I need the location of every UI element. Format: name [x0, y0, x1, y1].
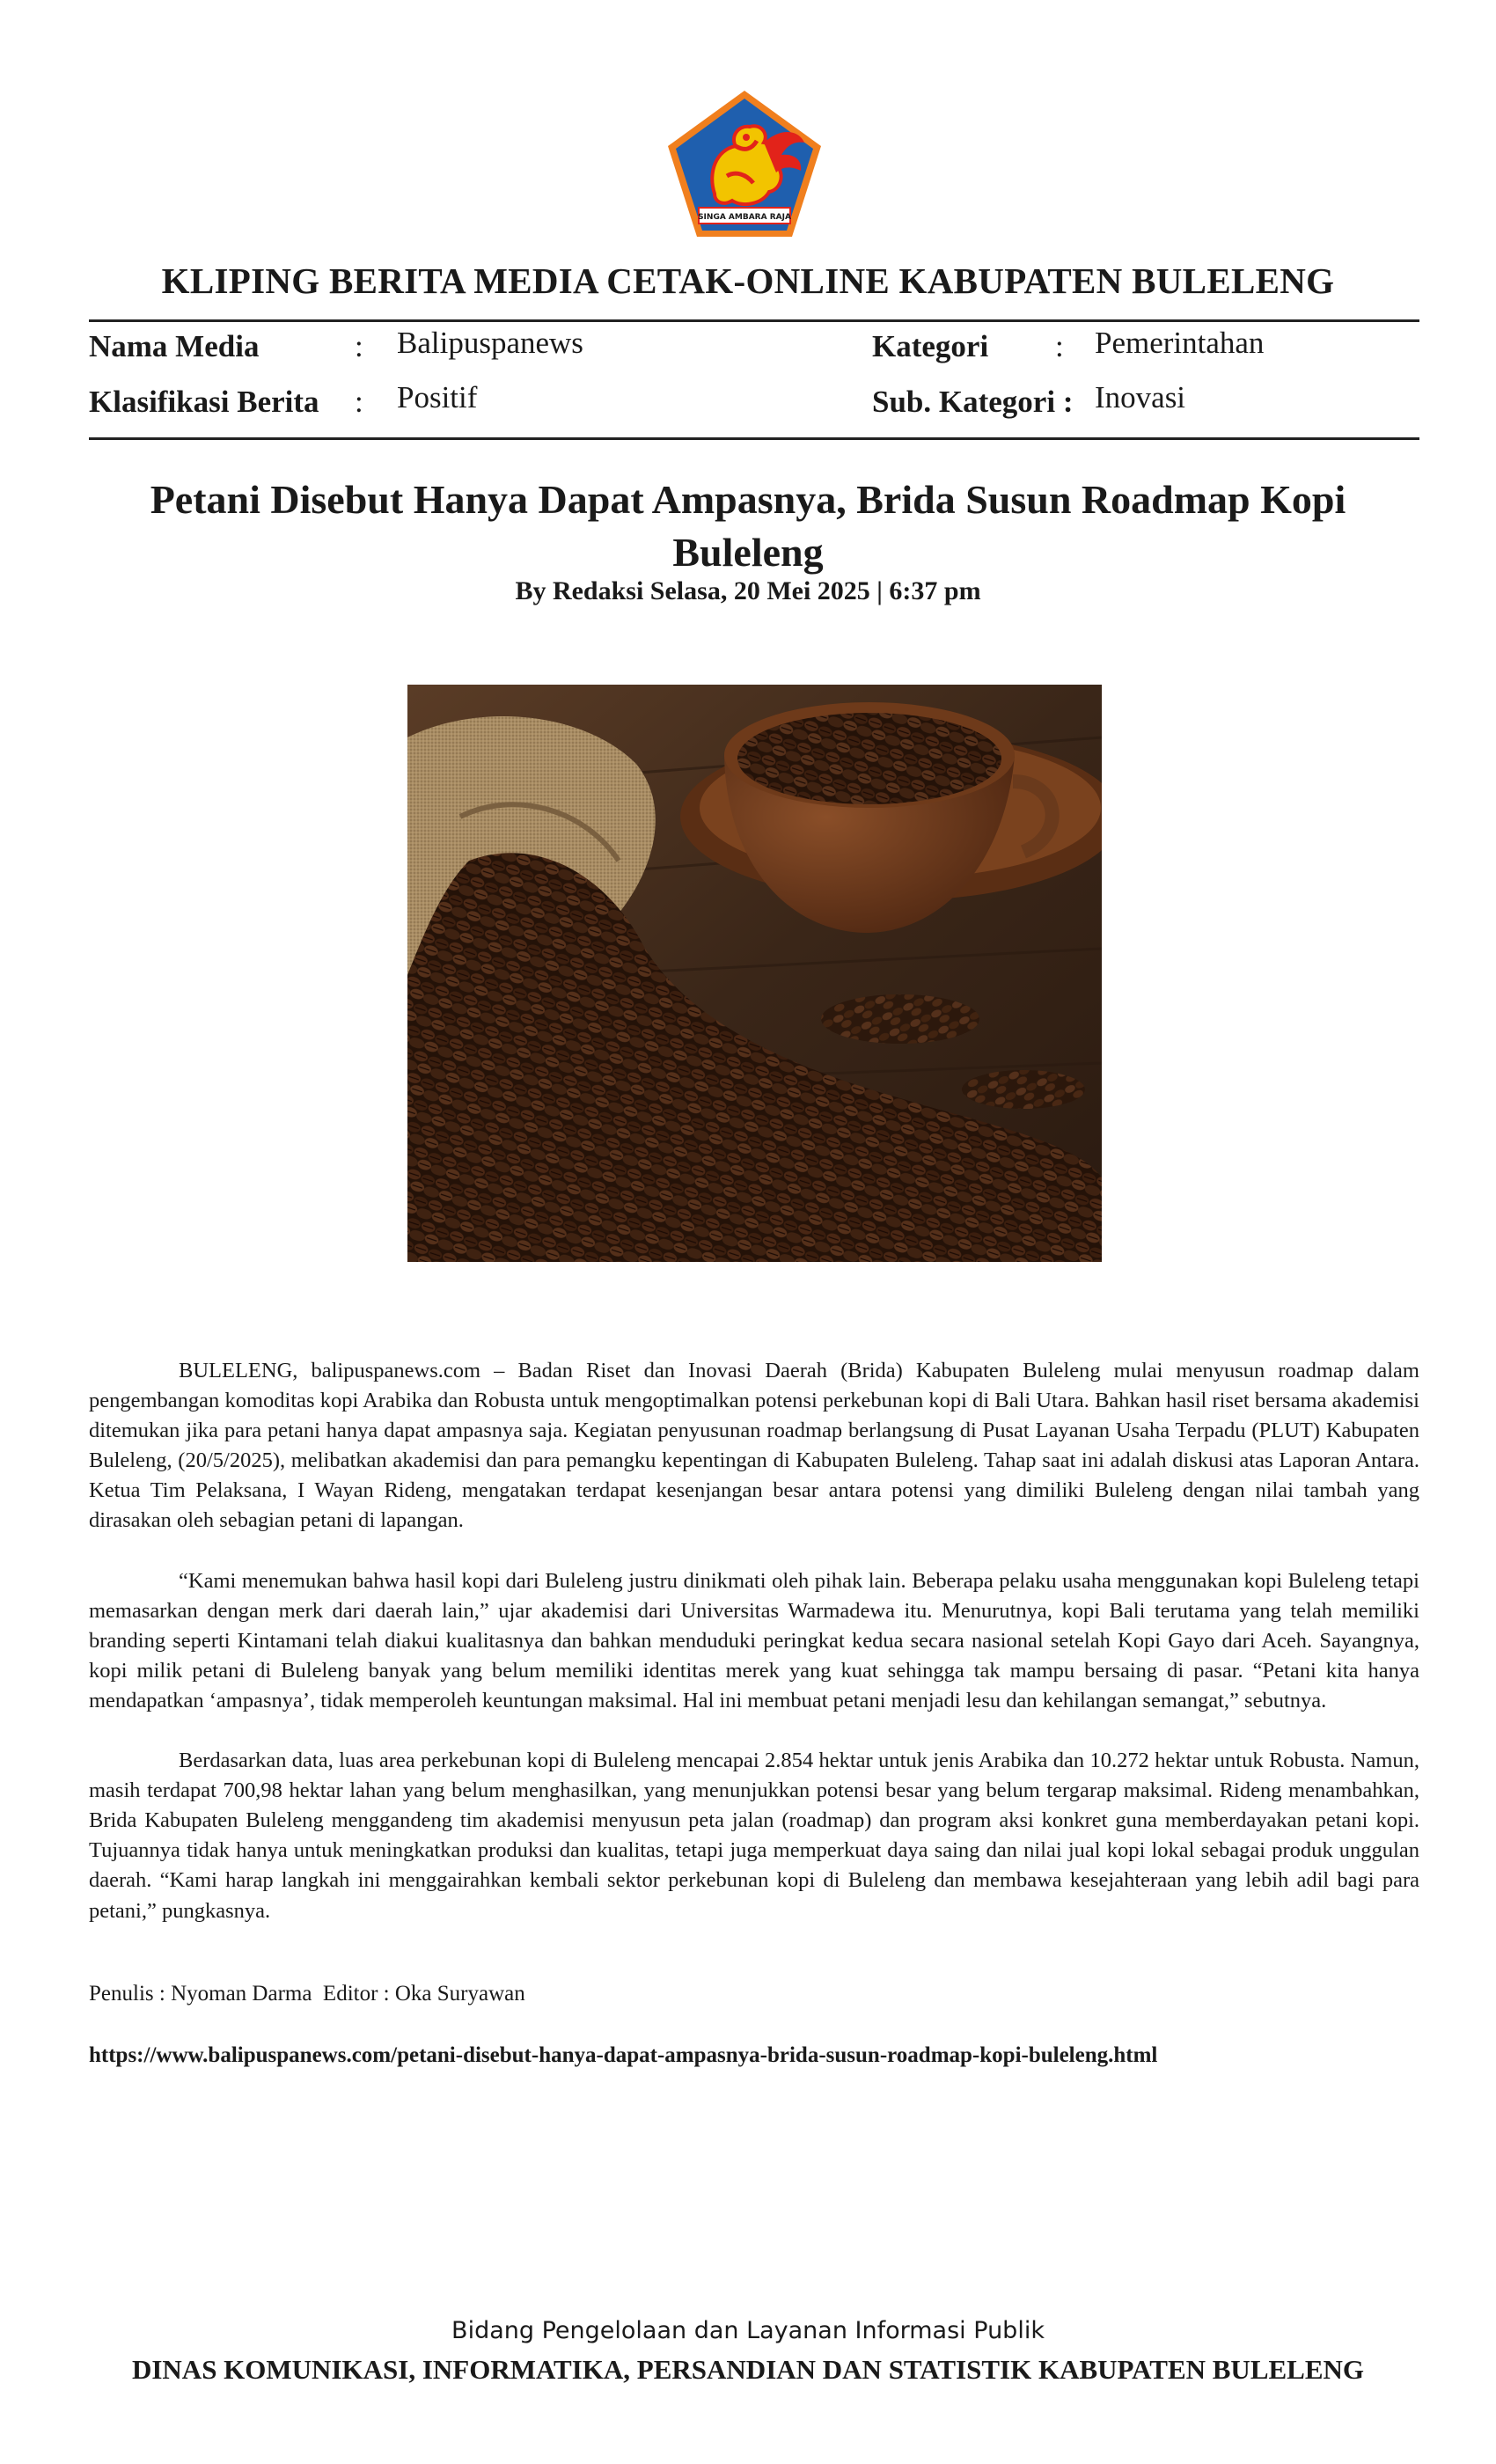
kategori-colon: :: [1055, 329, 1064, 363]
footer-division: Bidang Pengelolaan dan Layanan Informasi Publik: [451, 2317, 1045, 2344]
kliping-title: KLIPING BERITA MEDIA CETAK-ONLINE KABUPATEN BULELENG: [161, 260, 1335, 301]
logo-motto: SINGA AMBARA RAJA: [698, 213, 791, 222]
article-source-url: https://www.balipuspanews.com/petani-disebut-hanya-dapat-ampasnya-brida-susun-roadmap-kopi-buleleng.html: [89, 2043, 1158, 2067]
article-headline: Petani Disebut Hanya Dapat Ampasnya, Brida Susun Roadmap Kopi Buleleng: [150, 477, 1346, 575]
klasifikasi-label: Klasifikasi Berita: [89, 385, 319, 419]
kategori-label: Kategori: [872, 329, 989, 363]
article-credits: Penulis : Nyoman Darma Editor : Oka Suryawan: [89, 1982, 525, 2006]
sub-kategori-label: Sub. Kategori :: [872, 385, 1074, 419]
sub-kategori-value: Inovasi: [1095, 380, 1186, 414]
article-paragraph: BULELENG, balipuspanews.com – Badan Riset dan Inovasi Daerah (Brida) Kabupaten Buleleng mulai menyusun roadmap dalam pengembangan komoditas kopi Arabika dan Robusta untuk mengoptimalkan potensi perkebunan kopi di Bali Utara. Bahkan hasil riset bersama akademisi ditemukan jika para petani hanya dapat ampasnya saja. Kegiatan penyusunan roadmap berlangsung di Pusat Layanan Usaha Terpadu (PLUT) Kabupaten Buleleng, (20/5/2025), melibatkan akademisi dan para pemangku kepentingan di Kabupaten Buleleng. Tahap saat ini adalah diskusi atas Laporan Antara. Ketua Tim Pelaksana, I Wayan Rideng, mengatakan terdapat kesenjangan besar antara potensi yang dimiliki Buleleng dengan nilai tambah yang dirasakan oleh sebagian petani di lapangan.: [89, 1359, 1419, 1533]
article-body: [89, 1356, 1419, 1956]
footer-agency: DINAS KOMUNIKASI, INFORMATIKA, PERSANDIAN DAN STATISTIK KABUPATEN BULELENG: [131, 2354, 1365, 2385]
header-divider-top: [89, 319, 1419, 322]
buleleng-regency-logo: [665, 88, 824, 239]
kategori-value: Pemerintahan: [1095, 326, 1265, 360]
article-paragraph: “Kami menemukan bahwa hasil kopi dari Buleleng justru dinikmati oleh pihak lain. Beberapa pelaku usaha menggunakan kopi Buleleng tetapi memasarkan dengan merk dari daerah lain,” ujar akademisi dari Universitas Warmadewa itu. Menurutnya, kopi Bali terutama yang telah memiliki branding seperti Kintamani telah diakui kualitasnya dan bahkan menduduki peringkat kedua secara nasional setelah Kopi Gayo dari Aceh. Sayangnya, kopi milik petani di Buleleng banyak yang belum memiliki identitas merek yang kuat sehingga tak mampu bersaing di pasar. “Petani kita hanya mendapatkan ‘ampasnya’, tidak memperoleh keuntungan maksimal. Hal ini membuat petani menjadi lesu dan kehilangan semangat,” sebutnya.: [89, 1568, 1419, 1712]
article-byline: By Redaksi Selasa, 20 Mei 2025 | 6:37 pm: [515, 576, 981, 605]
klasifikasi-value: Positif: [397, 380, 478, 414]
coffee-beans-photo: [407, 685, 1102, 1262]
nama-media-colon: :: [355, 329, 363, 363]
article-paragraph: Berdasarkan data, luas area perkebunan kopi di Buleleng mencapai 2.854 hektar untuk jenis Arabika dan 10.272 hektar untuk Robusta. Namun, masih terdapat 700,98 hektar lahan yang belum menghasilkan, yang menunjukkan potensi besar yang belum tergarap maksimal. Rideng menambahkan, Brida Kabupaten Buleleng menggandeng tim akademisi menyusun peta jalan (roadmap) dan program aksi konkret guna memberdayakan petani kopi. Tujuannya tidak hanya untuk meningkatkan produksi dan kualitas, tetapi juga memperkuat daya saing dan nilai jual kopi lokal sebagai produk unggulan daerah. “Kami harap langkah ini menggairahkan kembali sektor perkebunan kopi di Buleleng dan membawa kesejahteraan yang lebih adil bagi para petani,” pungkasnya.: [89, 1749, 1419, 1923]
klasifikasi-colon: :: [355, 385, 363, 419]
nama-media-value: Balipuspanews: [397, 326, 583, 360]
nama-media-label: Nama Media: [89, 329, 260, 363]
header-divider-bottom: [89, 437, 1419, 440]
